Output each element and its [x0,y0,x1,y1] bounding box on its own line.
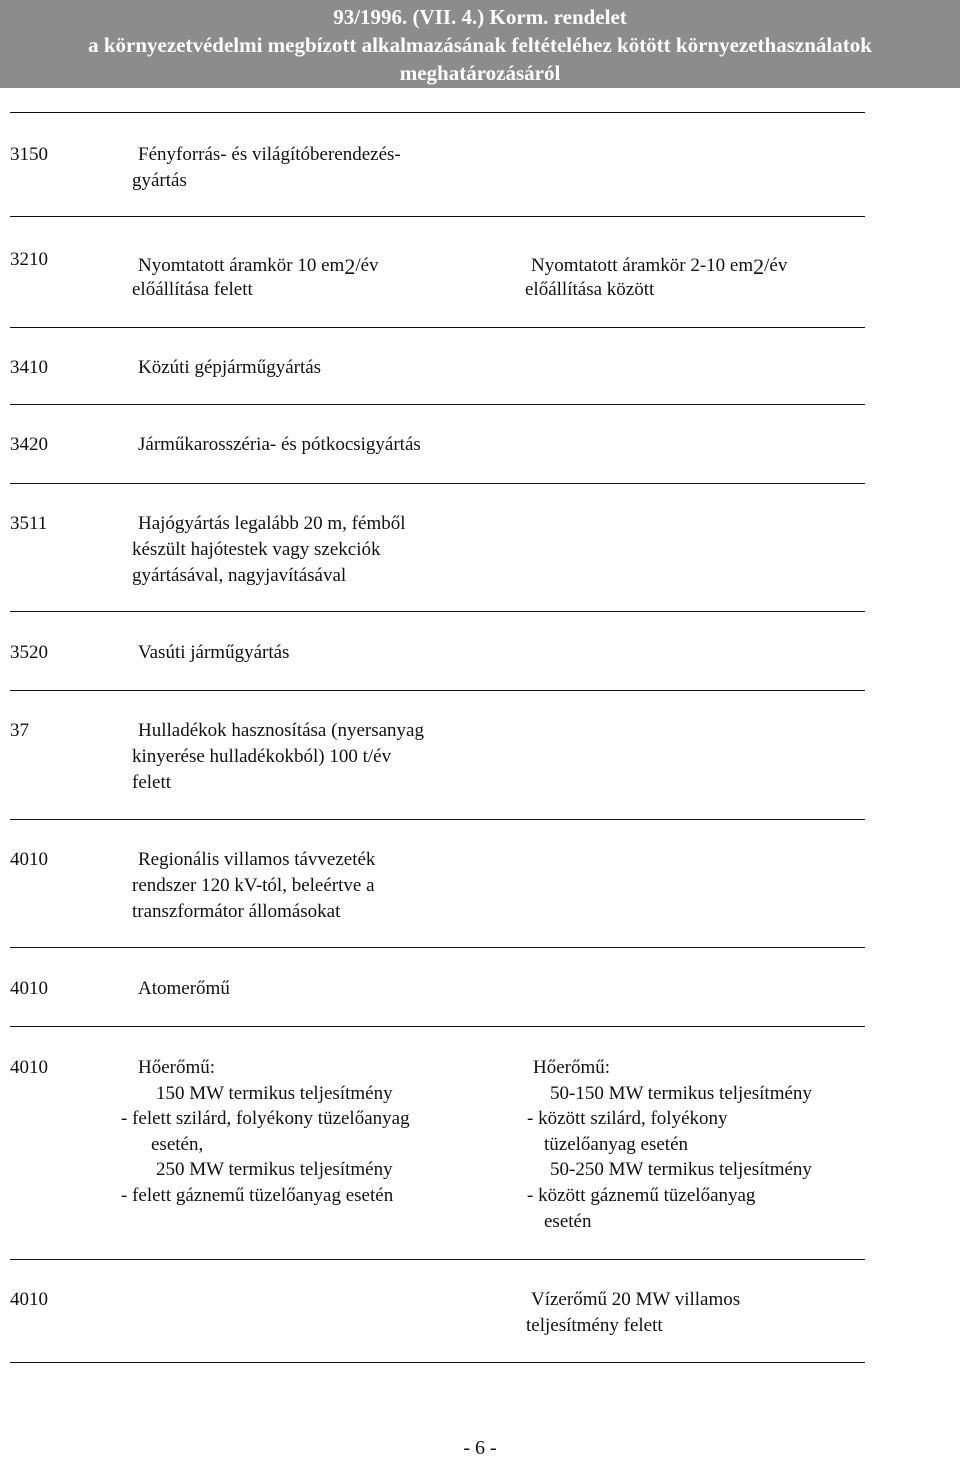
activity-description: 150 MW termikus teljesítmény [156,1083,393,1104]
document-header [0,0,960,88]
row-divider [10,404,865,405]
activity-code: 4010 [10,1289,48,1310]
activity-description: Közúti gépjárműgyártás [138,357,322,378]
row-divider [10,1362,865,1363]
activity-description: rendszer 120 kV-tól, beleértve a [132,875,375,896]
row-divider [10,690,865,691]
threshold-description: Vízerőmű 20 MW villamos [531,1289,741,1310]
activity-description: Fényforrás- és világítóberendezés- [138,144,401,165]
activity-code: 4010 [10,849,48,870]
threshold-description: előállítása között [525,279,655,300]
activity-description: kinyerése hulladékokból) 100 t/év [132,746,392,767]
activity-code: 4010 [10,1057,48,1078]
activity-description: felett [132,772,172,793]
row-divider [10,327,865,328]
row-divider [10,1259,865,1260]
activity-description: transzformátor állomásokat [132,901,341,922]
activity-code: 3520 [10,642,48,663]
activity-description: Hőerőmű: [138,1057,216,1078]
threshold-description: Nyomtatott áramkör 2-10 $em^2/év$ [531,254,788,279]
activity-description: Vasúti járműgyártás [138,642,290,663]
activity-description: Nyomtatott áramkör 10 $em^2/év$ [138,254,379,279]
threshold-description: Hőerőmű: [533,1057,611,1078]
row-divider [10,947,865,948]
header-decree-number: 93/1996. (VII. 4.) Korm. rendelet [333,5,627,29]
activity-code: 37 [10,720,29,741]
activity-description: Regionális villamos távvezeték [138,849,376,870]
activity-code: 4010 [10,978,48,999]
activity-description: 250 MW termikus teljesítmény [156,1159,393,1180]
activity-description: készült hajótestek vagy szekciók [132,539,381,560]
activity-description: Hulladékok hasznosítása (nyersanyag [138,720,424,741]
activity-description: gyártás [132,170,187,191]
activity-code: 3511 [10,513,48,534]
activity-code: 3420 [10,434,48,455]
header-title-line: meghatározásáról [399,61,561,85]
activity-description: esetén, [151,1134,204,1155]
row-divider [10,611,865,612]
activity-code: 3210 [10,249,48,270]
row-divider [10,819,865,820]
activity-description: - felett szilárd, folyékony tüzelőanyag [121,1108,410,1129]
row-divider [10,216,865,217]
threshold-description: 50-150 MW termikus teljesítmény [550,1083,812,1104]
activity-description: előállítása felett [132,279,253,300]
activity-description: - felett gáznemű tüzelőanyag esetén [121,1185,394,1206]
threshold-description: - között szilárd, folyékony [527,1108,728,1129]
activity-description: Hajógyártás legalább 20 m, fémből [138,513,406,534]
activity-description: gyártásával, nagyjavításával [132,565,347,586]
threshold-description: tüzelőanyag esetén [544,1134,689,1155]
activity-code: 3410 [10,357,48,378]
threshold-description: 50-250 MW termikus teljesítmény [550,1159,812,1180]
row-divider [10,483,865,484]
threshold-description: esetén [544,1211,592,1232]
activity-code: 3150 [10,144,48,165]
threshold-description: - között gáznemű tüzelőanyag [527,1185,756,1206]
threshold-description: teljesítmény felett [526,1315,663,1336]
row-divider [10,112,865,113]
activity-description: Atomerőmű [138,978,230,999]
page-number: - 6 - [463,1437,497,1459]
activity-description: Járműkarosszéria- és pótkocsigyártás [138,434,421,455]
row-divider [10,1026,865,1027]
header-title-line: a környezetvédelmi megbízott alkalmazásának feltételéhez kötött környezethasználatok [88,33,872,57]
